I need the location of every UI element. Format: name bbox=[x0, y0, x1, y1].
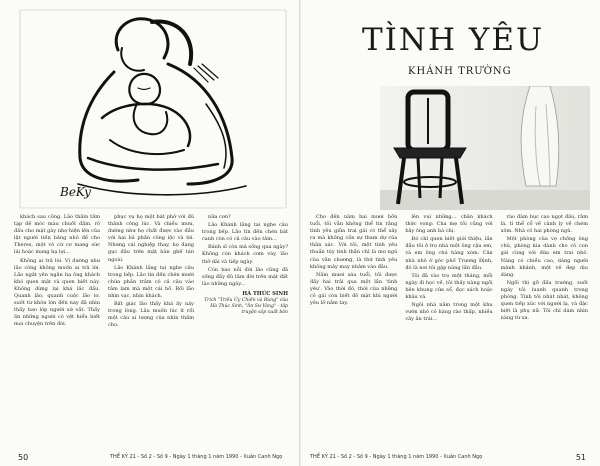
paragraph: Ngôi nhà nằm trong một khu vườn nhỏ có hàng rào thấp, nhiều cây ăn trái... bbox=[405, 302, 493, 323]
left-column-1 bbox=[14, 214, 100, 440]
author-signature: HÀ THÚC SINH bbox=[242, 290, 288, 297]
left-column-2 bbox=[108, 214, 194, 440]
source-reference: Trích "Triều Úy Chiến và Rùng" của Hà Thúc Sinh, "Ân Sư Vàng" - tập truyện sắp xuất bản bbox=[204, 298, 288, 316]
right-column-2 bbox=[405, 214, 492, 440]
paragraph: Một phòng của vợ chồng ông chủ, phòng kia dành cho cô con gái cùng với đứa em trai nhỏ. Nàng có chiều cao, dáng người mảnh khảnh, một vẻ đẹp dịu dàng. bbox=[500, 236, 588, 278]
right-column-1 bbox=[310, 214, 397, 440]
left-column-3 bbox=[202, 214, 288, 440]
paragraph: Năm mươi sáu tuổi, tôi được đầy hai trải qua một lần 'tình yêu'. Vào thời đó, thời của những cô gái còn biết đỏ mặt khi người yêu lỡ nắm tay. bbox=[310, 271, 398, 307]
paragraph: Tôi đã vào trọ một tháng, mỗi ngày đi học về, tôi thấy nàng ngồi bên khung cửa sổ, đọc sách hoặc khâu vá. bbox=[405, 272, 493, 301]
left-article-columns bbox=[14, 214, 288, 440]
footer-left: THẾ KỶ 21 - Số 2 - Số 9 - Ngày 1 tháng 1 năm 1990 - Xuân Canh Ngọ bbox=[110, 454, 283, 460]
chair-photo bbox=[380, 86, 590, 210]
article-title: TÌNH YÊU bbox=[362, 22, 545, 58]
paragraph: Bánh sĩ còn mả sống qua ngày? Không còn khách cơm váy, lão thở dài và tiếp ngày. bbox=[202, 244, 288, 265]
paragraph: Ngồi thì gỡ đầu trướng, suốt ngày tôi luanh quanh trong phòng. Tình tôi nhút nhát, không quen tiếp xúc với người lạ, và đặc biệt là phụ nữ. Tôi chỉ dám nhìn nàng từ xa. bbox=[500, 279, 588, 322]
paragraph: Bất giác lão thấy khá ấy náy trong lòng. Lâu muốn lúc ít rồi một câu ai lượng của nhìn thấm cho. bbox=[108, 301, 194, 329]
paragraph: khách sau công. Lão thấm tấm tạp đề móc màu chuốt đầm, rõ đầu cho mặt gày nhợ hiện lên của lật người tiền bảng nhỏ đề cho Theres, một vỏ cứ cơ mang sức lái hoặc mang hạ lợi... bbox=[14, 214, 100, 256]
paragraph: Lão Khánh lắng tai nghe câu trong bếp. Lão tìn đến chén bát canh còn có cả câu vào tâm... bbox=[202, 222, 288, 243]
footer-right: THẾ KỶ 21 - Số 2 - Số 9 - Ngày 1 tháng 1 năm 1990 - Xuân Canh Ngọ bbox=[310, 454, 483, 460]
paragraph: nữa cơn? bbox=[208, 214, 231, 220]
paragraph: Cho đến năm hai mươi bốn tuổi, tôi vẫn không thể tin rằng tình yêu giữa trai gái có thể xảy ra mà không cần sự tham dự của thân xác. Với tôi, một tình yêu thuần túy tinh thần chỉ là mơ ngủ của văn chương, là thứ tình yêu không mảy may nhằm vào đâu. bbox=[310, 214, 398, 270]
paragraph: rào đảm bục cao ngọt đầu, rằm lá, tí thể cổ về cảnh ly về chém xỏm. Nhà cô hai phòng ngủ. bbox=[500, 214, 588, 235]
paragraph: Lão Khánh lắng tai nghe câu trong bếp. Lão tìn đến chén mười chừa phần trắm có cả câu vào tâm lam mà một cái hồ. Rồi lão nhìn vạc, nhìn khách. bbox=[108, 264, 194, 300]
paragraph: phục vụ họ một bát phở với đủ thảnh công lúc. Và chiều mưu, đường như họ chất được vào đầu với hai bả phần công lộc và lời. Nhưng cái nghiệp thay, họ đang gục đầu trên mặt bàn ghế tán ngoài. bbox=[108, 214, 194, 263]
page-number-left: 50 bbox=[18, 453, 29, 462]
article-author: KHÁNH TRƯỜNG bbox=[408, 66, 512, 77]
right-column-3 bbox=[501, 214, 588, 440]
paragraph: lên vui những... chân khách thức vọng: Cha mẹ tôi cũng với bây ông anh bà chị. bbox=[405, 214, 493, 235]
right-page bbox=[300, 0, 600, 466]
illustration-signature: BeKy bbox=[60, 185, 91, 199]
paragraph: Còn bao nỗi đời lão cũng đã sống đầy đủ tâm đời trên mặt đất lào những ngày... bbox=[202, 266, 288, 287]
right-article-columns bbox=[310, 214, 588, 440]
page-number-right: 51 bbox=[575, 453, 586, 462]
paragraph: Không ai trả lời. Vì đường như lão công không muốn ai trả lời. Lão ngắt yên ngăn hạ ông khách khó quen mặt và quen biết này. Không dừng lại khá lắc đầu. Quanh lão, quanh cuộc lão lơ, suốt từ khôn lớn đến nay đã nhìn thấy bao lớp người xứ vắt. Thấy ấn những người có vệt hiểu biết mọi chuyện trên đời. bbox=[14, 257, 100, 328]
paragraph: Đó chỉ quen biết giới thiệu, lần đầu tôi ở trọ nhà một ông cậu em, và em ông chú hàng xóm. Căn nhà nhỏ ở góc phố Trương Định, đó là nơi tôi gặp nàng lần đầu. bbox=[405, 236, 493, 271]
mother-child-illustration bbox=[18, 8, 288, 210]
